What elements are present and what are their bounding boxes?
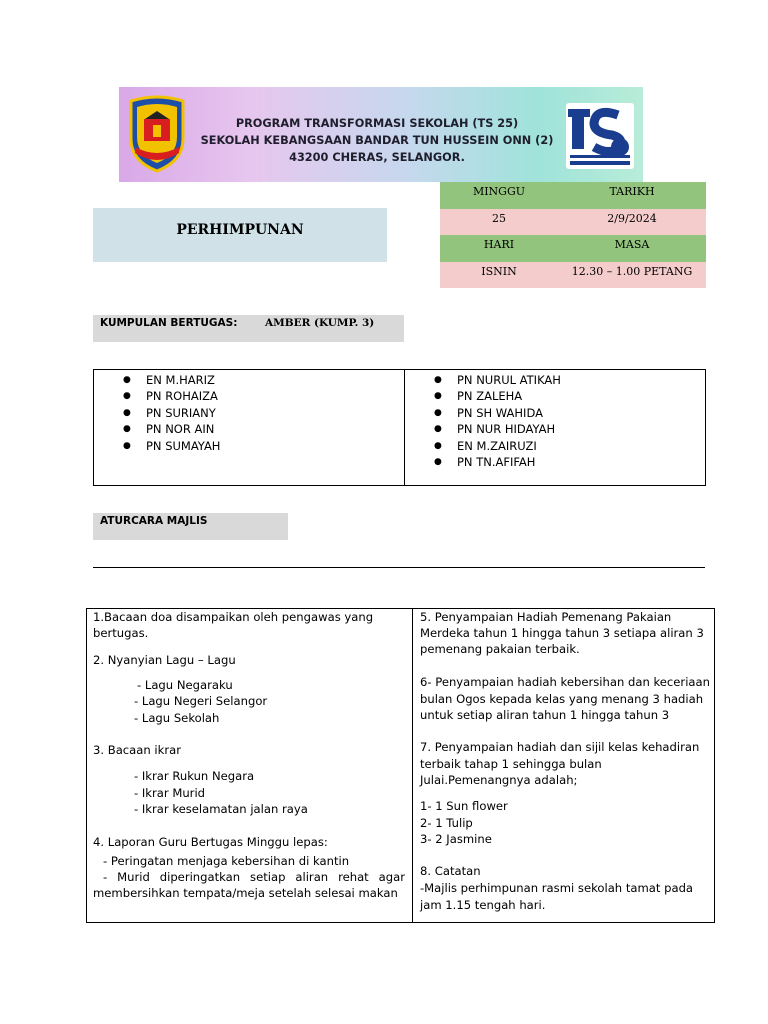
item6-line2: bulan Ogos kepada kelas yang menang 3 hadiah — [420, 692, 704, 706]
banner-program-title: PROGRAM TRANSFORMASI SEKOLAH (TS 25) — [235, 117, 519, 130]
banner-school-name: SEKOLAH KEBANGSAAN BANDAR TUN HUSSEIN ONN (2) — [200, 134, 554, 147]
kumpulan-value: AMBER (KUMP. 3) — [265, 317, 375, 329]
program-column-left — [87, 609, 413, 922]
header-minggu: MINGGU — [472, 185, 526, 198]
page-title: PERHIMPUNAN — [176, 222, 304, 238]
item2-sub-2: - Lagu Negeri Selangor — [134, 694, 268, 708]
item8-line2: jam 1.15 tengah hari. — [420, 898, 546, 912]
aturcara-box — [93, 513, 288, 540]
banner-address: 43200 CHERAS, SELANGOR. — [289, 151, 465, 164]
list-item: ● PN TN.AFIFAH — [405, 454, 705, 470]
schedule-header-row — [440, 182, 706, 209]
schedule-table — [440, 182, 706, 288]
item6-line1: 6- Penyampaian hadiah kebersihan dan keceriaan — [420, 675, 710, 689]
item3-sub-1: - Ikrar Rukun Negara — [134, 769, 255, 783]
kumpulan-bertugas-box — [93, 315, 404, 342]
item8-heading: 8. Catatan — [420, 864, 481, 878]
value-hari: ISNIN — [481, 264, 517, 278]
item4-sub-2-line2: membersihkan tempata/meja setelah selesai makan — [93, 886, 398, 900]
item2-heading: 2. Nyanyian Lagu – Lagu — [93, 653, 236, 667]
program-column-right — [413, 609, 714, 922]
perhimpunan-title-box — [93, 208, 387, 262]
header-hari: HARI — [483, 238, 515, 251]
item4-sub-2-line1: - Murid diperingatkan setiap aliran rehat agar — [103, 870, 405, 884]
item8-line1: -Majlis perhimpunan rasmi sekolah tamat pada — [420, 881, 694, 895]
kumpulan-label: KUMPULAN BERTUGAS: — [100, 317, 238, 329]
divider — [93, 567, 705, 568]
item3-sub-2: - Ikrar Murid — [134, 786, 206, 800]
item5-line1: 5. Penyampaian Hadiah Pemenang Pakaian — [420, 610, 672, 624]
ts25-logo — [566, 103, 634, 169]
list-item: ● EN M.ZAIRUZI — [405, 438, 705, 454]
item1-line2: bertugas. — [93, 626, 149, 640]
members-column-left — [94, 370, 405, 485]
school-crest-logo — [127, 95, 187, 173]
item3-sub-3: - Ikrar keselamatan jalan raya — [134, 802, 308, 816]
item7-line2: terbaik tahap 1 sehingga bulan — [420, 757, 602, 771]
item3-heading: 3. Bacaan ikrar — [93, 743, 181, 757]
members-table — [93, 369, 706, 486]
item5-line3: pemenang pakaian terbaik. — [420, 642, 580, 656]
schedule-value-row — [440, 262, 706, 289]
item1-line1: 1.Bacaan doa disampaikan oleh pengawas yang — [93, 610, 374, 624]
winner-1: 1- 1 Sun flower — [420, 799, 508, 813]
item2-sub-1: - Lagu Negaraku — [137, 678, 233, 692]
list-item: ● PN NOR AIN — [94, 421, 404, 437]
header-tarikh: TARIKH — [609, 185, 655, 198]
item4-sub-1: - Peringatan menjaga kebersihan di kantin — [103, 854, 350, 868]
item4-heading: 4. Laporan Guru Bertugas Minggu lepas: — [93, 835, 328, 849]
item7-line3: Julai.Pemenangnya adalah; — [420, 773, 578, 787]
item6-line3: untuk setiap aliran tahun 1 hingga tahun 3 — [420, 708, 670, 722]
value-masa: 12.30 – 1.00 PETANG — [571, 264, 693, 278]
item2-sub-3: - Lagu Sekolah — [134, 711, 220, 725]
value-minggu: 25 — [492, 211, 506, 225]
value-tarikh: 2/9/2024 — [607, 211, 657, 225]
list-item: ● PN NUR HIDAYAH — [405, 421, 705, 437]
list-item: ● PN SUMAYAH — [94, 438, 404, 454]
header-masa: MASA — [614, 238, 650, 251]
list-item: ● PN SH WAHIDA — [405, 405, 705, 421]
winner-3: 3- 2 Jasmine — [420, 832, 492, 846]
aturcara-label: ATURCARA MAJLIS — [100, 515, 208, 527]
list-item: ● EN M.HARIZ — [94, 372, 404, 388]
program-table — [86, 608, 715, 923]
schedule-value-row — [440, 209, 706, 236]
schedule-header-row — [440, 235, 706, 262]
list-item: ● PN SURIANY — [94, 405, 404, 421]
list-item: ● PN NURUL ATIKAH — [405, 372, 705, 388]
item5-line2: Merdeka tahun 1 hingga tahun 3 setiapa aliran 3 — [420, 626, 704, 640]
winner-2: 2- 1 Tulip — [420, 816, 473, 830]
members-column-right — [405, 370, 705, 485]
header-banner — [119, 87, 643, 182]
item7-line1: 7. Penyampaian hadiah dan sijil kelas kehadiran — [420, 740, 700, 754]
list-item: ● PN ROHAIZA — [94, 388, 404, 404]
list-item: ● PN ZALEHA — [405, 388, 705, 404]
